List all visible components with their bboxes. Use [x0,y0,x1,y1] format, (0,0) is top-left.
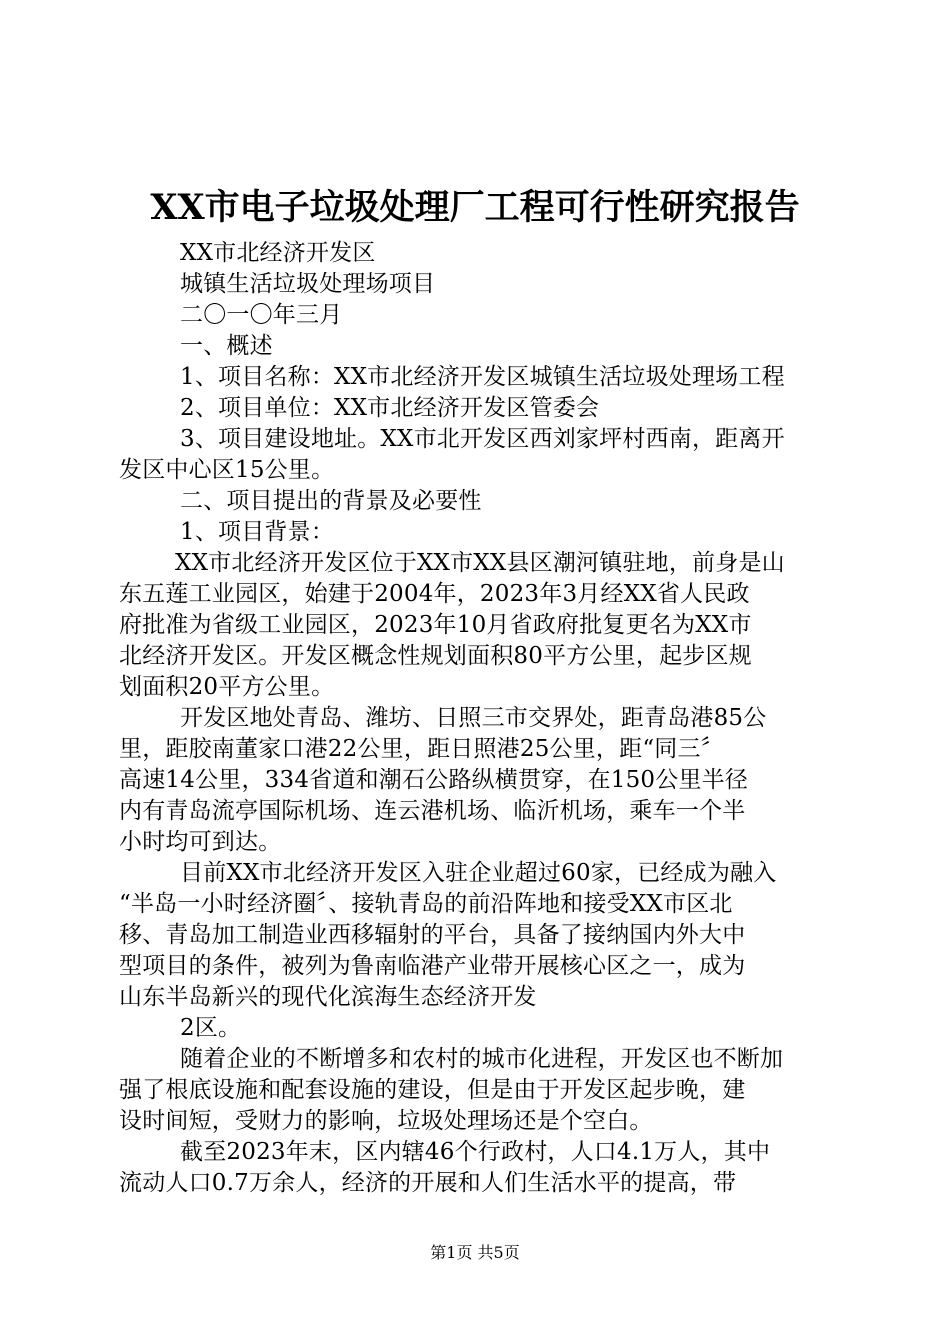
page-footer: 第1页 共5页 [430,1243,520,1262]
text-line: “半岛一小时经济圈〞、接轨青岛的前沿阵地和接受XX市区北 [119,891,733,917]
text-line: 高速14公里，334省道和潮石公路纵横贯穿，在150公里半径 [119,767,749,793]
text-line: 发区中心区15公里。 [119,457,335,483]
text-line: XX市北经济开发区 [180,240,376,266]
text-line: 移、青岛加工制造业西移辐射的平台，具备了接纳国内外大中 [119,922,746,948]
text-line: 内有青岛流亭国际机场、连云港机场、临沂机场，乘车一个半 [119,798,746,824]
text-line: 府批准为省级工业园区，2023年10月省政府批复更名为XX市 [119,612,752,638]
document-title: XX市电子垃圾处理厂工程可行性研究报告 [150,187,800,228]
text-line: 流动人口0.7万余人，经济的开展和人们生活水平的提高，带 [119,1170,737,1196]
text-line: 设时间短，受财力的影响，垃圾处理场还是个空白。 [119,1108,653,1134]
text-line: 划面积20平方公里。 [119,674,335,700]
text-line: 2、项目单位：XX市北经济开发区管委会 [180,395,600,421]
text-line: 1、项目背景： [180,519,335,545]
text-line: 二、项目提出的背景及必要性 [180,488,482,514]
text-line: 山东半岛新兴的现代化滨海生态经济开发 [119,984,537,1010]
text-line: 2区。 [180,1015,242,1041]
text-line: 里，距胶南董家口港22公里，距日照港25公里，距“同三〞 [119,736,724,762]
text-line: 目前XX市北经济开发区入驻企业超过60家，已经成为融入 [180,860,777,886]
text-line: 一、概述 [180,333,273,359]
text-line: 城镇生活垃圾处理场项目 [180,271,436,297]
text-line: 截至2023年末，区内辖46个行政村，人口4.1万人，其中 [180,1139,771,1165]
text-line: 开发区地处青岛、潍坊、日照三市交界处，距青岛港85公 [180,705,767,731]
text-line: 随着企业的不断增多和农村的城市化进程，开发区也不断加 [180,1046,784,1072]
text-line: 二〇一〇年三月 [180,302,343,328]
text-line: 1、项目名称：XX市北经济开发区城镇生活垃圾处理场工程 [180,364,785,390]
text-line: 强了根底设施和配套设施的建设，但是由于开发区起步晚，建 [119,1077,746,1103]
text-line: 北经济开发区。开发区概念性规划面积80平方公里，起步区规 [119,643,752,669]
text-line: 3、项目建设地址。XX市北开发区西刘家坪村西南，距离开 [180,426,785,452]
text-line: 东五莲工业园区，始建于2004年，2023年3月经XX省人民政 [119,581,750,607]
text-line: XX市北经济开发区位于XX市XX县区潮河镇驻地，前身是山 [175,550,785,576]
text-line: 型项目的条件，被列为鲁南临港产业带开展核心区之一，成为 [119,953,746,979]
text-line: 小时均可到达。 [119,829,282,855]
